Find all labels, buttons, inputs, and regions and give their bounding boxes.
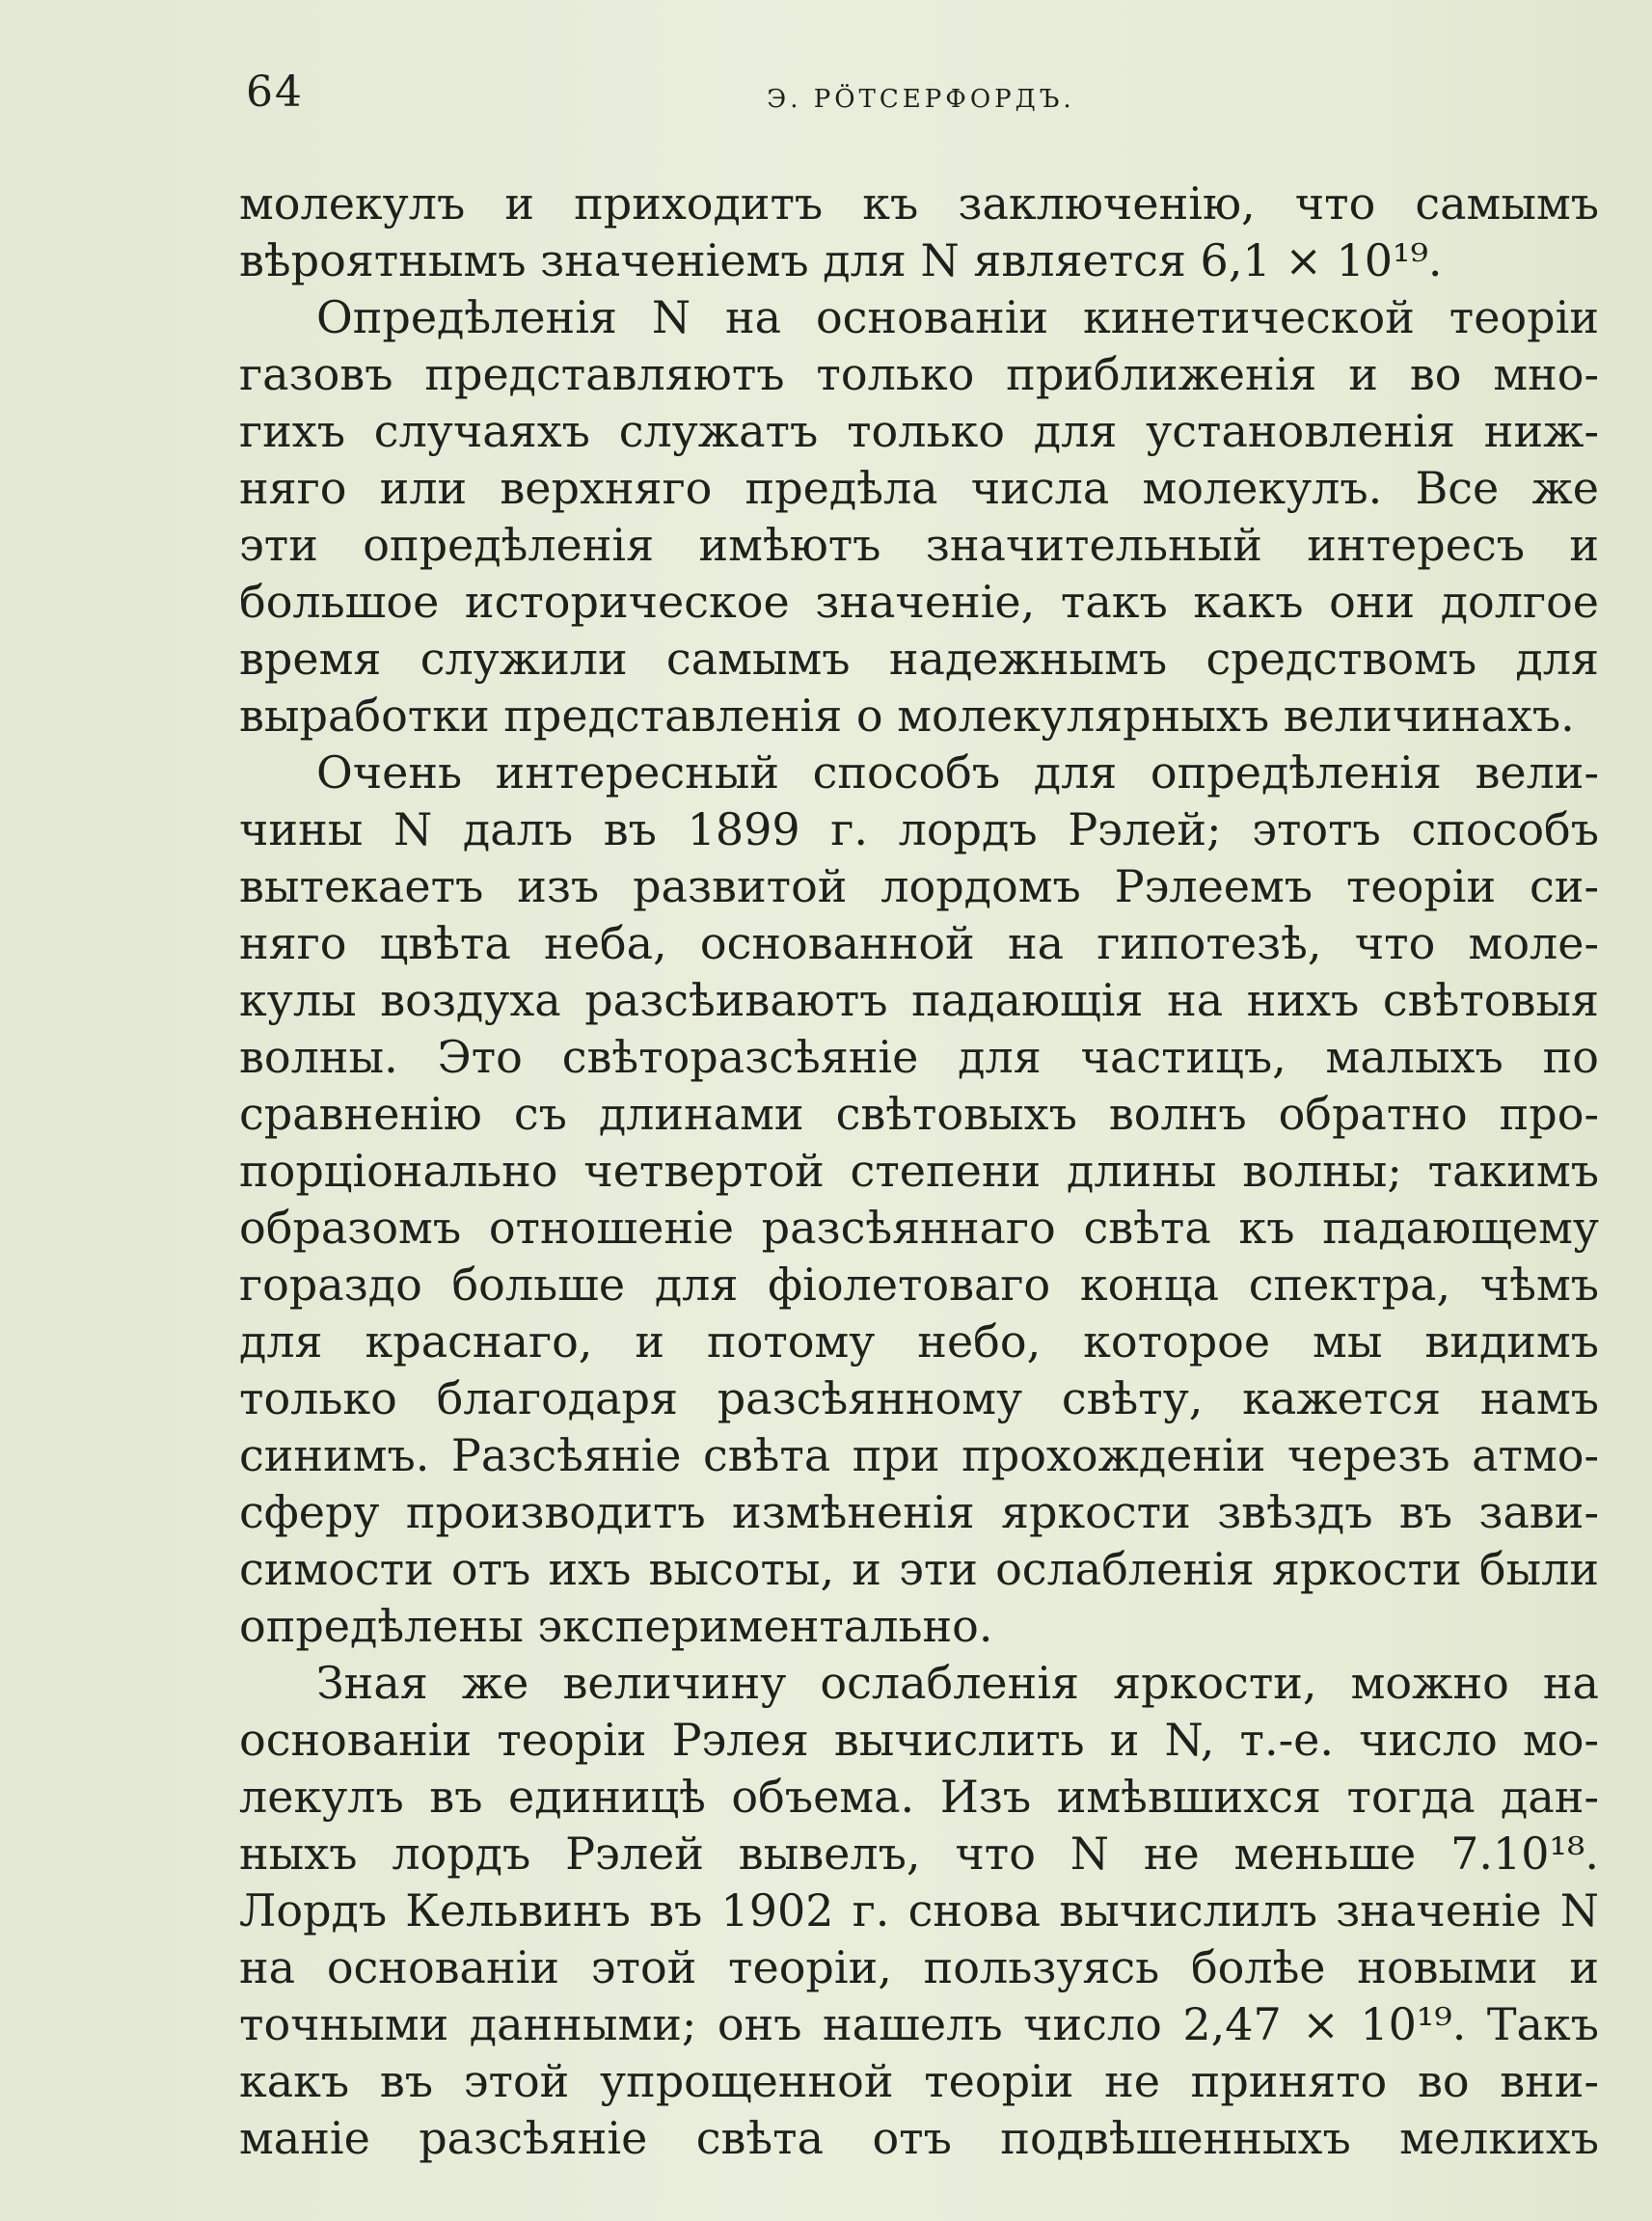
text-line: на основаніи этой теоріи, пользуясь болѣе новыми и xyxy=(239,1941,1599,1993)
paragraph-start-line: Очень интересный способъ для опредѣленія вели- xyxy=(316,746,1599,799)
page-number: 64 xyxy=(246,68,304,117)
text-line: Лордъ Кельвинъ въ 1902 г. снова вычислилъ значеніе N xyxy=(239,1884,1599,1937)
text-line: газовъ представляютъ только приближенія и во мно- xyxy=(239,348,1599,400)
text-line: сферу производитъ измѣненія яркости звѣздъ въ зави- xyxy=(239,1486,1599,1538)
text-line: вѣроятнымъ значеніемъ для N является 6,1 × 10¹⁹. xyxy=(239,234,1443,286)
paragraph-start-line: Опредѣленія N на основаніи кинетической теоріи xyxy=(316,291,1599,343)
text-line: волны. Это свѣторазсѣяніе для частицъ, малыхъ по xyxy=(239,1031,1599,1083)
text-line: порціонально четвертой степени длины волны; такимъ xyxy=(239,1145,1599,1197)
text-line: синимъ. Разсѣяніе свѣта при прохожденіи черезъ атмо- xyxy=(239,1429,1599,1481)
text-line: няго или верхняго предѣла числа молекулъ. Все же xyxy=(239,462,1599,514)
text-line: чины N далъ въ 1899 г. лордъ Рэлей; этотъ способъ xyxy=(239,803,1599,855)
running-head: Э. РӦТСЕРФОРДЪ. xyxy=(767,85,1075,114)
page-header xyxy=(246,68,1596,125)
text-line: выработки представленія о молекулярныхъ величинахъ. xyxy=(239,690,1575,742)
text-line: ныхъ лордъ Рэлей вывелъ, что N не меньше 7.10¹⁸. xyxy=(239,1828,1599,1880)
text-line: симости отъ ихъ высоты, и эти ослабленія яркости были xyxy=(239,1543,1599,1595)
text-line: какъ въ этой упрощенной теоріи не принято во вни- xyxy=(239,2055,1599,2107)
text-line: сравненію съ длинами свѣтовыхъ волнъ обратно про- xyxy=(239,1088,1599,1140)
paragraph-start-line: Зная же величину ослабленія яркости, можно на xyxy=(316,1657,1599,1709)
text-line: маніе разсѣяніе свѣта отъ подвѣшенныхъ мелкихъ xyxy=(239,2112,1599,2164)
text-line: вытекаетъ изъ развитой лордомъ Рэлеемъ теоріи си- xyxy=(239,860,1599,912)
text-line: основаніи теоріи Рэлея вычислить и N, т.-е. число мо- xyxy=(239,1714,1599,1766)
text-line: точными данными; онъ нашелъ число 2,47 × 10¹⁹. Такъ xyxy=(239,1998,1599,2050)
body-text xyxy=(239,176,1599,2167)
text-line: няго цвѣта неба, основанной на гипотезѣ, что моле- xyxy=(239,917,1599,969)
text-line: лекулъ въ единицѣ объема. Изъ имѣвшихся тогда дан- xyxy=(239,1771,1599,1823)
text-line: большое историческое значеніе, такъ какъ они долгое xyxy=(239,576,1599,628)
text-line: только благодаря разсѣянному свѣту, кажется намъ xyxy=(239,1372,1599,1424)
text-line: время служили самымъ надежнымъ средствомъ для xyxy=(239,633,1599,685)
text-line: опредѣлены экспериментально. xyxy=(239,1600,993,1652)
text-line: для краснаго, и потому небо, которое мы видимъ xyxy=(239,1315,1599,1368)
text-line: гораздо больше для фіолетоваго конца спектра, чѣмъ xyxy=(239,1259,1599,1311)
text-line: молекулъ и приходитъ къ заключенію, что самымъ xyxy=(239,177,1599,230)
text-line: эти опредѣленія имѣютъ значительный интересъ и xyxy=(239,519,1599,571)
text-line: кулы воздуха разсѣиваютъ падающія на нихъ свѣтовыя xyxy=(239,974,1599,1026)
text-line: образомъ отношеніе разсѣяннаго свѣта къ падающему xyxy=(239,1202,1599,1254)
text-line: гихъ случаяхъ служатъ только для установленія ниж- xyxy=(239,405,1599,457)
